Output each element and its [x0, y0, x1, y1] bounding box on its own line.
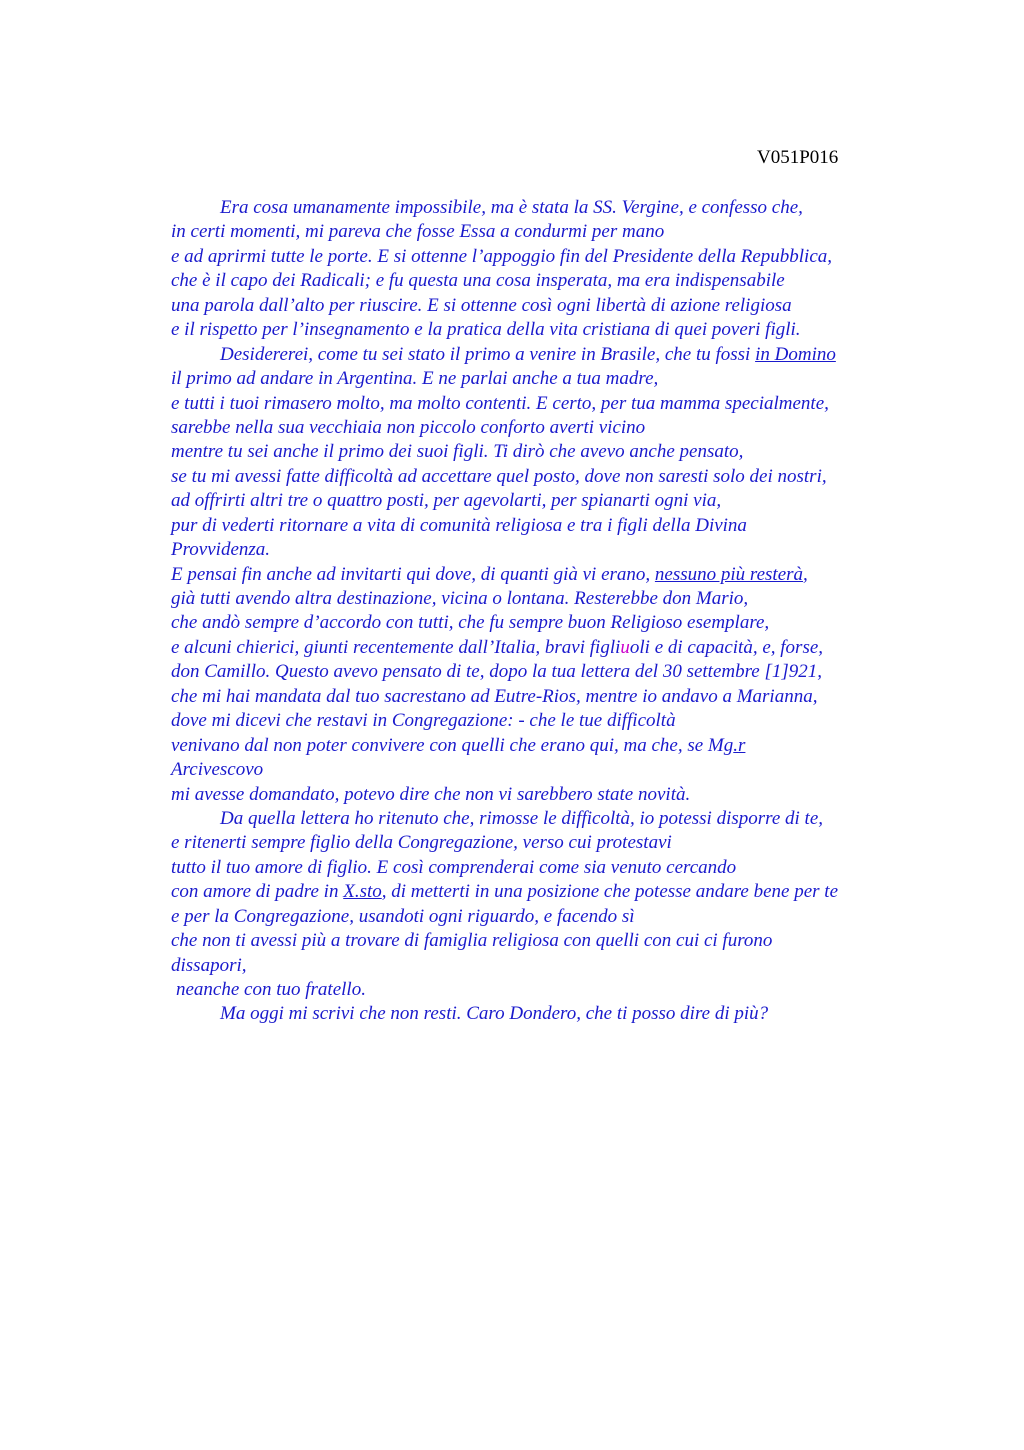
correction-letter: u	[620, 636, 630, 658]
letter-line: in certi momenti, mi pareva che fosse Essa a condurmi per mano	[171, 221, 665, 243]
letter-text: E pensai fin anche ad invitarti qui dove, di quanti già vi erano,	[171, 563, 655, 585]
letter-line: e ritenerti sempre figlio della Congregazione, verso cui protestavi	[171, 832, 672, 854]
letter-line: neanche con tuo fratello.	[176, 979, 366, 1000]
letter-text: e alcuni chierici, giunti recentemente dall’Italia, bravi figli	[171, 636, 621, 658]
letter-line: se tu mi avessi fatte difficoltà ad accettare quel posto, dove non saresti solo dei nostri,	[171, 465, 827, 487]
letter-line: Provvidenza.	[171, 539, 271, 561]
letter-line: e ad aprirmi tutte le porte. E si ottenne l’appoggio fin del Presidente della Repubblica,	[171, 245, 833, 267]
letter-line	[171, 734, 911, 758]
letter-line: sarebbe nella sua vecchiaia non piccolo conforto averti vicino	[171, 416, 646, 438]
letter-line: e tutti i tuoi rimasero molto, ma molto contenti. E certo, per tua mamma specialmente,	[171, 392, 829, 414]
letter-line: Ma oggi mi scrivi che non resti. Caro Dondero, che ti posso dire di più?	[220, 1003, 769, 1025]
letter-line: Arcivescovo	[171, 759, 264, 781]
letter-line: una parola dall’alto per riuscire. E si ottenne così ogni libertà di azione religiosa	[171, 294, 792, 316]
letter-line: dove mi dicevi che restavi in Congregazione: - che le tue difficoltà	[171, 710, 676, 732]
letter-line: già tutti avendo altra destinazione, vicina o lontana. Resterebbe don Mario,	[171, 588, 749, 609]
underlined-abbreviation-xsto: X.sto	[343, 881, 382, 903]
letter-line: e il rispetto per l’insegnamento e la pratica della vita cristiana di quei poveri figli.	[171, 319, 801, 341]
letter-line: e per la Congregazione, usandoti ogni riguardo, e facendo sì	[171, 905, 635, 927]
letter-line: tutto il tuo amore di figlio. E così comprenderai come sia venuto cercando	[171, 856, 737, 878]
letter-line: Da quella lettera ho ritenuto che, rimosse le difficoltà, io potessi disporre di te,	[220, 807, 824, 829]
letter-line: che è il capo dei Radicali; e fu questa una cosa insperata, ma era indispensabile	[171, 270, 785, 292]
underlined-abbreviation-mgr: .r	[733, 734, 746, 756]
underlined-phrase-nessuno-piu-restera: nessuno più resterà	[654, 563, 804, 585]
letter-text: venivano dal non poter convivere con quelli che erano qui, ma che, se Mg	[171, 734, 734, 756]
letter-line	[171, 880, 911, 904]
letter-text: Desidererei, come tu sei stato il primo a venire in Brasile, che tu fossi	[220, 343, 756, 365]
letter-line: pur di vederti ritornare a vita di comunità religiosa e tra i figli della Divina	[171, 514, 747, 536]
page-code: V051P016	[757, 147, 839, 168]
letter-line: che non ti avessi più a trovare di famiglia religiosa con quelli con cui ci furono	[171, 930, 773, 952]
letter-line: dissapori,	[171, 954, 247, 976]
letter-body	[171, 196, 911, 1027]
letter-line: Era cosa umanamente impossibile, ma è stata la SS. Vergine, e confesso che,	[220, 197, 803, 218]
letter-text: , di metterti in una posizione che potesse andare bene per te	[381, 881, 839, 903]
letter-text: oli e di capacità, e, forse,	[629, 636, 824, 658]
letter-line: don Camillo. Questo avevo pensato di te, dopo la tua lettera del 30 settembre [1]921,	[171, 661, 823, 683]
letter-line: ad offrirti altri tre o quattro posti, per agevolarti, per spianarti ogni via,	[171, 490, 722, 512]
letter-line: che andò sempre d’accordo con tutti, che fu sempre buon Religioso esemplare,	[171, 612, 770, 634]
letter-line	[171, 563, 911, 587]
letter-text: ,	[803, 563, 808, 585]
letter-line	[171, 636, 911, 660]
letter-line: mentre tu sei anche il primo dei suoi figli. Ti dirò che avevo anche pensato,	[171, 441, 744, 463]
letter-line: il primo ad andare in Argentina. E ne parlai anche a tua madre,	[171, 368, 659, 390]
letter-line	[171, 343, 911, 367]
letter-line: mi avesse domandato, potevo dire che non vi sarebbero state novità.	[171, 783, 691, 805]
letter-line: che mi hai mandata dal tuo sacrestano ad Eutre-Rios, mentre io andavo a Marianna,	[171, 685, 818, 707]
underlined-phrase-in-domino: in Domino	[755, 343, 836, 365]
letter-text: con amore di padre in	[171, 881, 344, 903]
